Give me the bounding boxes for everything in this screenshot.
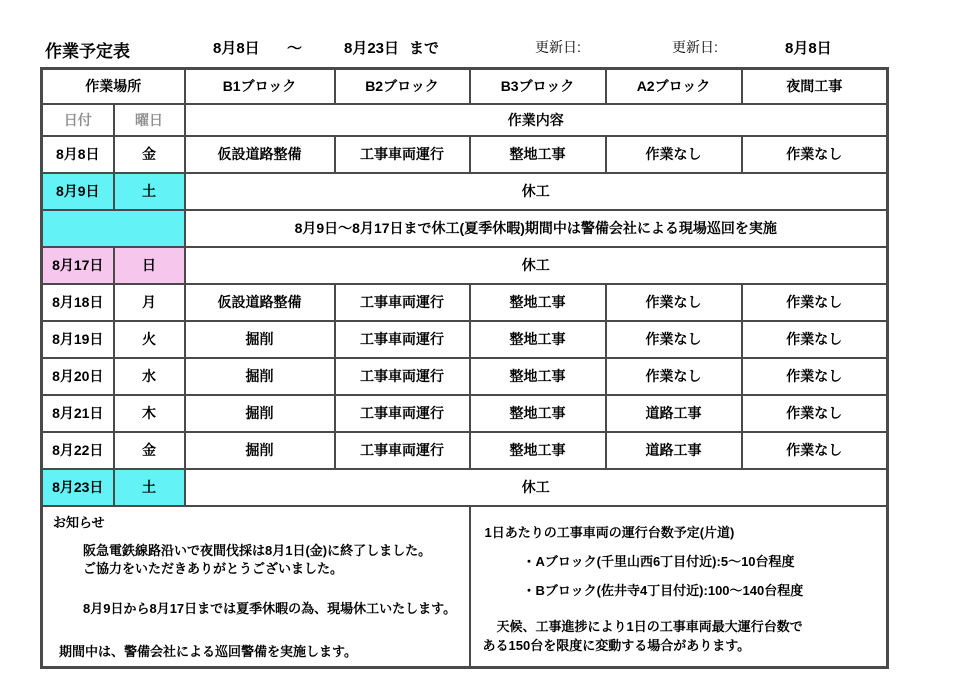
- update-label-1: 更新日:: [535, 39, 581, 55]
- content-header-cell: 作業内容: [185, 104, 888, 136]
- day-cell: 木: [114, 395, 185, 432]
- work-cell: 整地工事: [470, 321, 606, 358]
- notes-left-line: 阪急電鉄線路沿いで夜間伐採は8月1日(金)に終了しました。: [83, 542, 432, 558]
- table-row: [42, 173, 888, 210]
- date-cell: 8月22日: [42, 432, 114, 469]
- period-start-date: 8月8日: [213, 40, 260, 57]
- work-cell: 工事車両運行: [335, 321, 470, 358]
- location-header-cell: 作業場所: [42, 69, 185, 104]
- date-header-cell: 日付: [42, 104, 114, 136]
- date-cell: 8月9日: [42, 173, 114, 210]
- work-cell: 整地工事: [470, 432, 606, 469]
- date-cell: 8月21日: [42, 395, 114, 432]
- date-cell: 8月17日: [42, 247, 114, 284]
- notes-right-heading: 1日あたりの工事車両の運行台数予定(片道): [484, 524, 735, 540]
- work-cell: 作業なし: [606, 321, 742, 358]
- merged-work-cell: 8月9日～8月17日まで休工(夏季休暇)期間中は警備会社による現場巡回を実施: [185, 210, 888, 247]
- day-cell: 水: [114, 358, 185, 395]
- column-header-night: 夜間工事: [742, 69, 888, 104]
- notes-left-heading: お知らせ: [53, 514, 105, 530]
- date-cell: 8月8日: [42, 136, 114, 173]
- work-cell: 作業なし: [606, 284, 742, 321]
- day-cell: 金: [114, 432, 185, 469]
- day-header-cell: 曜日: [114, 104, 185, 136]
- work-cell: 整地工事: [470, 136, 606, 173]
- work-cell: 作業なし: [742, 432, 888, 469]
- work-cell: 整地工事: [470, 358, 606, 395]
- merged-date-cell: [42, 210, 185, 247]
- column-header-b3: B3ブロック: [470, 69, 606, 104]
- column-header-b2: B2ブロック: [335, 69, 470, 104]
- table-row: [42, 469, 888, 506]
- work-cell: 道路工事: [606, 432, 742, 469]
- table-row: [42, 321, 888, 358]
- work-cell: 整地工事: [470, 395, 606, 432]
- work-cell: 作業なし: [606, 136, 742, 173]
- work-cell: 作業なし: [742, 358, 888, 395]
- work-cell: 掘削: [185, 358, 335, 395]
- day-cell: 日: [114, 247, 185, 284]
- table-row: [42, 284, 888, 321]
- column-header-a2: A2ブロック: [606, 69, 742, 104]
- notes-left-box: [42, 506, 470, 668]
- work-cell: 工事車両運行: [335, 432, 470, 469]
- notes-right-box: [470, 506, 888, 668]
- table-subheader-row: [42, 104, 888, 136]
- period-tilde: ～: [287, 40, 303, 57]
- day-cell: 金: [114, 136, 185, 173]
- date-cell: 8月20日: [42, 358, 114, 395]
- schedule-table: [40, 67, 889, 669]
- work-cell: 掘削: [185, 432, 335, 469]
- date-cell: 8月19日: [42, 321, 114, 358]
- date-cell: 8月23日: [42, 469, 114, 506]
- work-cell: 道路工事: [606, 395, 742, 432]
- notes-left-line: ご協力をいただきありがとうございました。: [83, 561, 344, 576]
- period-until-label: まで: [409, 40, 440, 57]
- day-cell: 火: [114, 321, 185, 358]
- work-cell: 掘削: [185, 395, 335, 432]
- table-row: [42, 432, 888, 469]
- work-cell: 仮設道路整備: [185, 284, 335, 321]
- notes-right-item-b: ・Bブロック(佐井寺4丁目付近):100～140台程度: [522, 583, 804, 598]
- work-cell: 作業なし: [742, 395, 888, 432]
- update-label-2: 更新日:: [672, 39, 718, 55]
- table-row: [42, 136, 888, 173]
- work-cell: 工事車両運行: [335, 284, 470, 321]
- table-header-row: [42, 69, 888, 104]
- table-row: [42, 358, 888, 395]
- work-cell: 仮設道路整備: [185, 136, 335, 173]
- notes-right-line: 天候、工事進捗により1日の工事車両最大運行台数で: [496, 619, 803, 635]
- day-cell: 土: [114, 173, 185, 210]
- work-cell: 作業なし: [606, 358, 742, 395]
- work-cell: 作業なし: [742, 284, 888, 321]
- work-cell: 工事車両運行: [335, 395, 470, 432]
- period-end-date: 8月23日: [344, 40, 400, 57]
- date-cell: 8月18日: [42, 284, 114, 321]
- work-cell: 作業なし: [742, 136, 888, 173]
- day-cell: 土: [114, 469, 185, 506]
- update-date: 8月8日: [785, 40, 832, 57]
- work-cell: 整地工事: [470, 284, 606, 321]
- merged-work-cell: 休工: [185, 469, 888, 506]
- merged-work-cell: 休工: [185, 247, 888, 284]
- table-row: [42, 395, 888, 432]
- work-cell: 掘削: [185, 321, 335, 358]
- work-cell: 工事車両運行: [335, 136, 470, 173]
- page-title: 作業予定表: [45, 42, 130, 61]
- notes-row: [42, 506, 888, 668]
- work-cell: 作業なし: [742, 321, 888, 358]
- merged-work-cell: 休工: [185, 173, 888, 210]
- notes-right-item-a: ・Aブロック(千里山西6丁目付近):5～10台程度: [522, 553, 795, 569]
- day-cell: 月: [114, 284, 185, 321]
- notes-left-line: 期間中は、警備会社による巡回警備を実施します。: [59, 643, 357, 659]
- notes-left-line: 8月9日から8月17日までは夏季休暇の為、現場休工いたします。: [83, 601, 457, 617]
- notes-right-line: ある150台を限度に変動する場合があります。: [482, 637, 751, 653]
- column-header-b1: B1ブロック: [185, 69, 335, 104]
- table-row: [42, 210, 888, 247]
- table-row: [42, 247, 888, 284]
- work-cell: 工事車両運行: [335, 358, 470, 395]
